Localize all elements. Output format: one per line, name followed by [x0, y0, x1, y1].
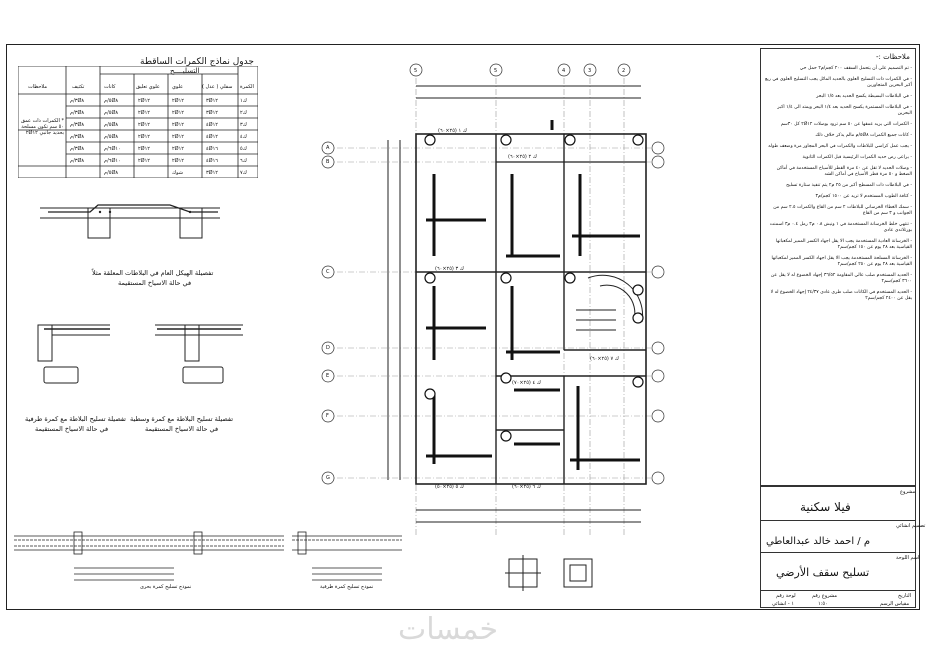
axis-side-d: D [326, 345, 330, 351]
schedule-cell-bottom: ٤Ø١٢ [206, 134, 218, 140]
beam-label-7: ك ٧ (٢٥×٦٠) [590, 356, 619, 362]
note-item: - يراعى رص حديد الكمرات الرئيسية قبل الكمرات الثانوية [802, 155, 912, 160]
schedule-cell-hang: ٢Ø١٢ [138, 98, 150, 104]
notes-list [764, 66, 912, 307]
schedule-cell-top: ٢Ø١٢ [172, 110, 184, 116]
beam-label-2: ك ٢ (٢٥×٦٠) [508, 154, 537, 160]
sheet-value: ١ - انشائي [772, 601, 794, 607]
beam-elevation-1 [14, 528, 284, 588]
schedule-cell-top: ٢Ø١٢ [172, 158, 184, 164]
slab-detail-edge [32, 315, 112, 390]
schedule-cell-stirrups: ٦Ø١٠/م [104, 146, 121, 152]
col-extra: تكثيف [72, 84, 85, 90]
project-no-label: مشروع رقم [812, 593, 838, 599]
note-item: - تم التصميم على أن يتحمل السقف ٢٠٠ كجم/م٢ حمل حي [799, 66, 912, 71]
slab-detail-hanging [40, 190, 220, 245]
schedule-cell-stirrups: ٥Ø٨/م [104, 122, 119, 128]
note-item: - الخرسانة المسلحة المستخدمة يجب الا يقل اجهاد الكسر المميز لمكعباتها القياسية بعد ٢٨ يوم عن ٢٥٠ كجم/سم٢ [771, 256, 912, 267]
beam-label-5: ك ٥ (٢٥×٥٠) [435, 484, 464, 490]
axis-top-4: 3 [588, 68, 592, 74]
schedule-cell-stirrups: ٥Ø٨/م [104, 170, 119, 176]
axis-side-g: G [326, 475, 330, 481]
sheet-label: لوحة رقم [776, 593, 796, 599]
axis-top-3: 4 [562, 68, 566, 74]
schedule-cell-extra: ٣Ø٨/م [70, 158, 85, 164]
col-stirrups: كانات [104, 84, 116, 90]
schedule-cell-top: ٢Ø١٢ [172, 98, 184, 104]
schedule-cell-bottom: ٣Ø١٢ [206, 110, 218, 116]
col-beam: الكمرة [240, 84, 254, 90]
col-bottom: سفلي ( عدل ) [202, 84, 233, 90]
floor-plan [316, 60, 666, 540]
schedule-cell-stirrups: ٥Ø٨/م [104, 98, 119, 104]
col-hang: علوي تعليق [136, 84, 160, 90]
beam-label-3: ك ٣ (٢٥×٦٠) [435, 266, 464, 272]
schedule-cell-bottom: ٤Ø١٦ [206, 146, 218, 152]
schedule-cell-stirrups: ٥Ø٨/م [104, 134, 119, 140]
col-notes: ملاحظات [28, 84, 48, 90]
schedule-cell-extra: ٣Ø٨/م [70, 146, 85, 152]
axis-side-a: A [326, 145, 330, 151]
watermark: خمسات [398, 612, 499, 647]
schedule-cell-bottom: ٤Ø١٦ [206, 158, 218, 164]
beam-label-1: ك ١ (٢٥×٦٠) [438, 128, 467, 134]
schedule-cell-hang: ٢Ø١٢ [138, 122, 150, 128]
detail-1-subcaption: في حالة الاسياخ المستقيمة [118, 279, 192, 287]
note-item: - كثافة الطوب المستخدم لا تزيد عن ١٥٠٠ كجم/م٣ [815, 194, 912, 199]
schedule-cell-extra: ٣Ø٨/م [70, 134, 85, 140]
schedule-cell-hang: ٢Ø١٢ [138, 134, 150, 140]
axis-side-e: E [326, 373, 330, 379]
axis-top-5: 2 [622, 68, 626, 74]
schedule-cell-stirrups: ٥Ø٨/م [104, 110, 119, 116]
project-label: مشروع [900, 489, 916, 495]
schedule-cell-top: ٢Ø١٢ [172, 146, 184, 152]
schedule-cell-bottom: ٤Ø١٢ [206, 122, 218, 128]
schedule-cell-bottom: ٣Ø١٢ [206, 170, 218, 176]
note-item: - الكمرات التي يزيد عمقها عن ٥٠ سم تزود بوصلات ٢Ø١٢ كل ٣٠سم [780, 122, 912, 127]
schedule-cell-extra: ٣Ø٨/م [70, 98, 85, 104]
drawing-label: اسم اللوحة [896, 555, 920, 561]
note-item: - الحديد المستخدم في الكانات صلب طري عادي ٢٤/٣٧ إجهاد الخضوع له لا يقل عن ٢٤٠٠ كجم/سم٢ [770, 290, 912, 301]
slab-detail-middle [155, 315, 245, 390]
project-name: فيلا سكنية [800, 500, 851, 514]
note-item: - كانات جميع الكمرات ٥Ø٨/م مالم يذكر خلاف ذلك [815, 133, 912, 138]
schedule-cell-extra: ٣Ø٨/م [70, 122, 85, 128]
schedule-cell-top: ٢Ø١٢ [172, 134, 184, 140]
note-item: - الحديد المستخدم صلب عالي المقاومة ٣٦/٥٢ إجهاد الخضوع له لا يقل عن ٣٦٠٠ كجم/سم٢ [770, 273, 912, 284]
schedule-cell-top: ٢Ø١٢ [172, 122, 184, 128]
schedule-cell-hang: ٢Ø١٢ [138, 146, 150, 152]
scale-label: مقياس الرسم [880, 601, 910, 607]
notes-title: ملاحظات :- [876, 53, 910, 61]
note-item: - في الكمرات ذات التسليح العلوي بالحديد المائل يجب التسليح العلوي في ربع أكبر البحرين المتجاورين [764, 77, 912, 88]
axis-side-c: C [326, 269, 330, 275]
detail-3-subcaption: في حالة الاسياخ المستقيمة [145, 425, 219, 433]
schedule-cell-beam: ك١ [240, 98, 247, 104]
schedule-reinforcement-header: التسليــــح [170, 67, 200, 75]
column-detail-left [505, 555, 541, 595]
detail-1-caption: تفصيلة الهيكل العام في البلاطات المعلقة مثلاً [92, 269, 214, 277]
schedule-cell-beam: ك٥ [240, 146, 247, 152]
designer-name: م / احمد خالد عبدالعاطي [766, 536, 871, 547]
schedule-cell-beam: ك٧ [240, 170, 247, 176]
axis-top-2: 5 [494, 68, 498, 74]
column-detail-right [560, 555, 596, 595]
drawing-name: تسليح سقف الأرضي [776, 566, 870, 579]
detail-2-caption: تفصيلة تسليح البلاطة مع كمرة طرفية [25, 415, 126, 423]
schedule-notes: * الكمرات ذات عمق ٥٠ سم تكون مسلحة بحديد جانبي ٢Ø١٢ [20, 118, 64, 136]
schedule-cell-beam: ك٤ [240, 134, 247, 140]
schedule-cell-hang: ٢Ø١٢ [138, 158, 150, 164]
beam-elevation-1-caption: نموذج تسليح كمرة بحرى [140, 584, 192, 590]
note-item: - يجب عمل كراسي للبلاطات والكمرات في البحر المجاور مرة وضعف طوله [768, 144, 912, 149]
note-item: - في البلاطات البسيطة يكسح الحديد بعد ١/٥ البحر [816, 94, 912, 99]
axis-top-1: 5 [414, 68, 418, 74]
note-item: - في البلاطات ذات المسطح أكبر من ٢٥ م٢ يتم تنفيذ ستارة تسليح [786, 183, 912, 188]
schedule-title: جدول نماذج الكمرات الساقطة [140, 57, 254, 67]
schedule-cell-beam: ك٢ [240, 110, 247, 116]
scale-value: ١:٥٠ [818, 601, 828, 607]
note-item: - تنتهي خلط الخرسانة المستخدمة في ١ ونيش ٠.٨ م٣ رمل ٠.٤ م٣ اسمنت بورتلاندي عادي [769, 222, 912, 233]
col-top: علوي [172, 84, 184, 90]
detail-3-caption: تفصيلة تسليح البلاطة مع كمرة وسطية [130, 415, 234, 423]
schedule-cell-hang: ٢Ø١٢ [138, 110, 150, 116]
schedule-cell-extra: ٣Ø٨/م [70, 110, 85, 116]
axis-side-f: F [326, 413, 329, 419]
designer-label: تصميم انشائي [896, 523, 926, 529]
note-item: - سمك الغطاء الخرساني للبلاطات ٢ سم من القاع والكمرات ٢.٥ سم من الجوانب و ٣ سم من القاع [773, 205, 912, 216]
schedule-cell-stirrups: ٦Ø١٠/م [104, 158, 121, 164]
schedule-cell-beam: ك٣ [240, 122, 247, 128]
date-label: التاريخ [898, 593, 911, 599]
schedule-cell-beam: ك٦ [240, 158, 247, 164]
axis-side-b: B [326, 159, 330, 165]
note-item: - في البلاطات المستمرة يكسح الحديد بعد ١/٤ البحر ويمتد الى ١/٤ اكبر البحرين [777, 105, 912, 116]
beam-label-4: ك ٤ (٢٥×٧٠) [512, 380, 541, 386]
beam-label-6: ك ٦ (٢٥×٦٠) [512, 484, 541, 490]
schedule-cell-top: شوك [172, 170, 183, 176]
beam-elevation-2-caption: نموذج تسليح كمرة طرفية [320, 584, 374, 590]
note-item: - وصلات الحديد لا تقل عن ٤٠ مرة القطر للأسياخ المستخدمة في أماكن الضغط و ٥٠ مرة قطر الأسياخ في أماكن الشد [776, 166, 912, 177]
note-item: - الخرسانة العادية المستخدمة يجب الا يقل اجهاد الكسر المميز لمكعباتها القياسية بعد ٢٨ يوم عن ١٥٠ كجم/سم٢ [775, 239, 912, 250]
detail-2-subcaption: في حالة الاسياخ المستقيمة [35, 425, 109, 433]
schedule-cell-bottom: ٣Ø١٢ [206, 98, 218, 104]
